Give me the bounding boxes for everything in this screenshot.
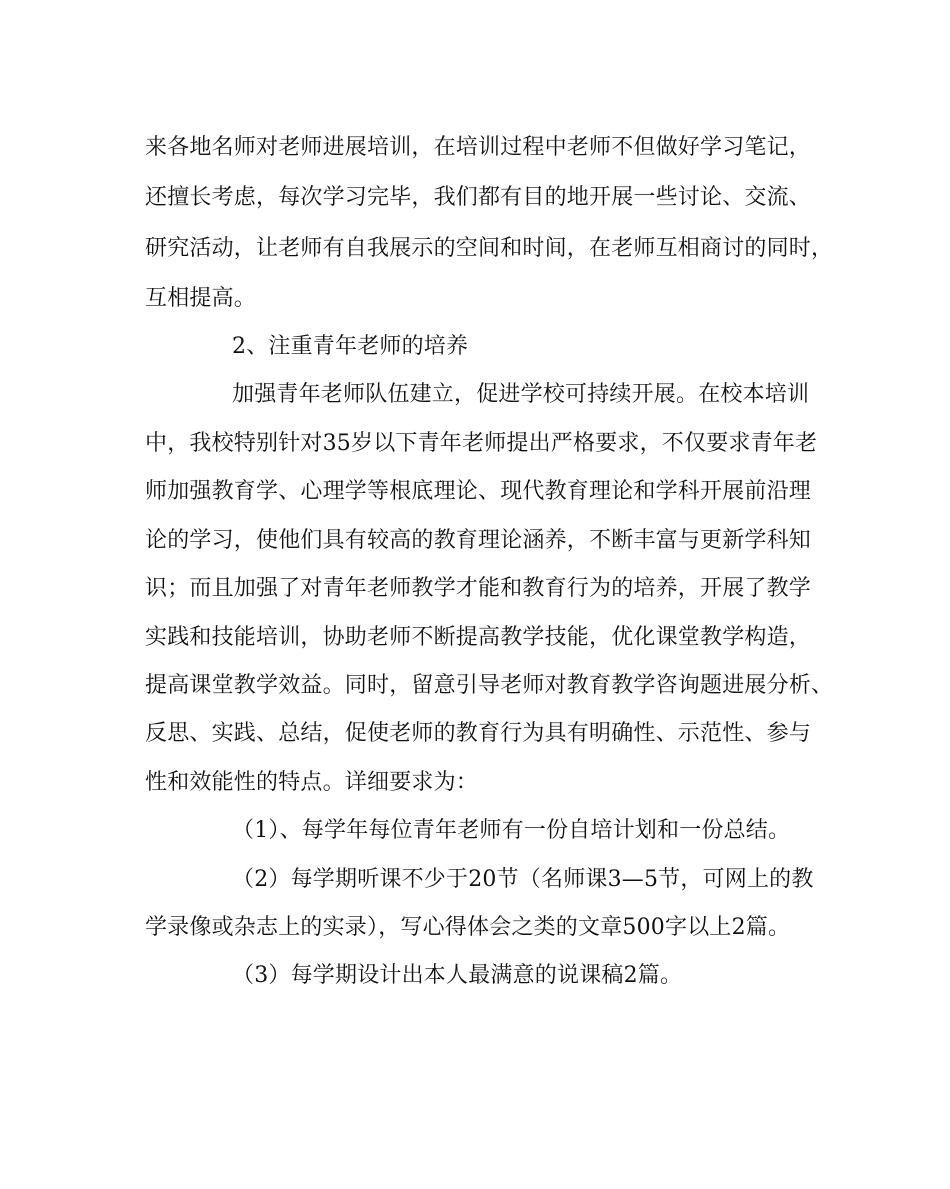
section-heading: 2、注重青年老师的培养 [232, 334, 469, 359]
body-text-line: 研究活动，让老师有自我展示的空间和时间，在老师互相商讨的同时， [145, 236, 834, 261]
body-text-line: 实践和技能培训，协助老师不断提高教学技能，优化课堂教学构造， [145, 625, 812, 650]
body-text-line: 提高课堂教学效益。同时，留意引导老师对教育教学咨询题进展分析、 [145, 673, 834, 698]
body-text-line: 加强青年老师队伍建立，促进学校可持续开展。在校本培训 [232, 382, 810, 407]
body-text-line: 学录像或杂志上的实录），写心得体会之类的文章500字以上2篇。 [145, 915, 791, 940]
body-text-line: 反思、实践、总结，促使老师的教育行为具有明确性、示范性、参与 [145, 721, 812, 746]
body-text-line: 还擅长考虑，每次学习完毕，我们都有目的地开展一些讨论、交流、 [145, 185, 812, 210]
requirement-item-2: （2）每学期听课不少于20节（名师课3—5节，可网上的教 [232, 867, 814, 892]
body-text-line: 师加强教育学、心理学等根底理论、现代教育理论和学科开展前沿理 [145, 479, 812, 504]
body-text-line: 识；而且加强了对青年老师教学才能和教育行为的培养，开展了教学 [145, 576, 812, 601]
body-text-line: 来各地名师对老师进展培训，在培训过程中老师不但做好学习笔记， [145, 135, 812, 160]
body-text-line: 互相提高。 [145, 286, 257, 311]
body-text-line: 论的学习，使他们具有较高的教育理论涵养，不断丰富与更新学科知 [145, 528, 812, 553]
requirement-item-3: （3）每学期设计出本人最满意的说课稿2篇。 [232, 963, 683, 988]
body-text-line: 中，我校特别针对35岁以下青年老师提出严格要求，不仅要求青年老 [145, 431, 818, 456]
body-text-line: 性和效能性的特点。详细要求为： [145, 770, 479, 795]
requirement-item-1: （1）、每学年每位青年老师有一份自培计划和一份总结。 [232, 818, 791, 843]
